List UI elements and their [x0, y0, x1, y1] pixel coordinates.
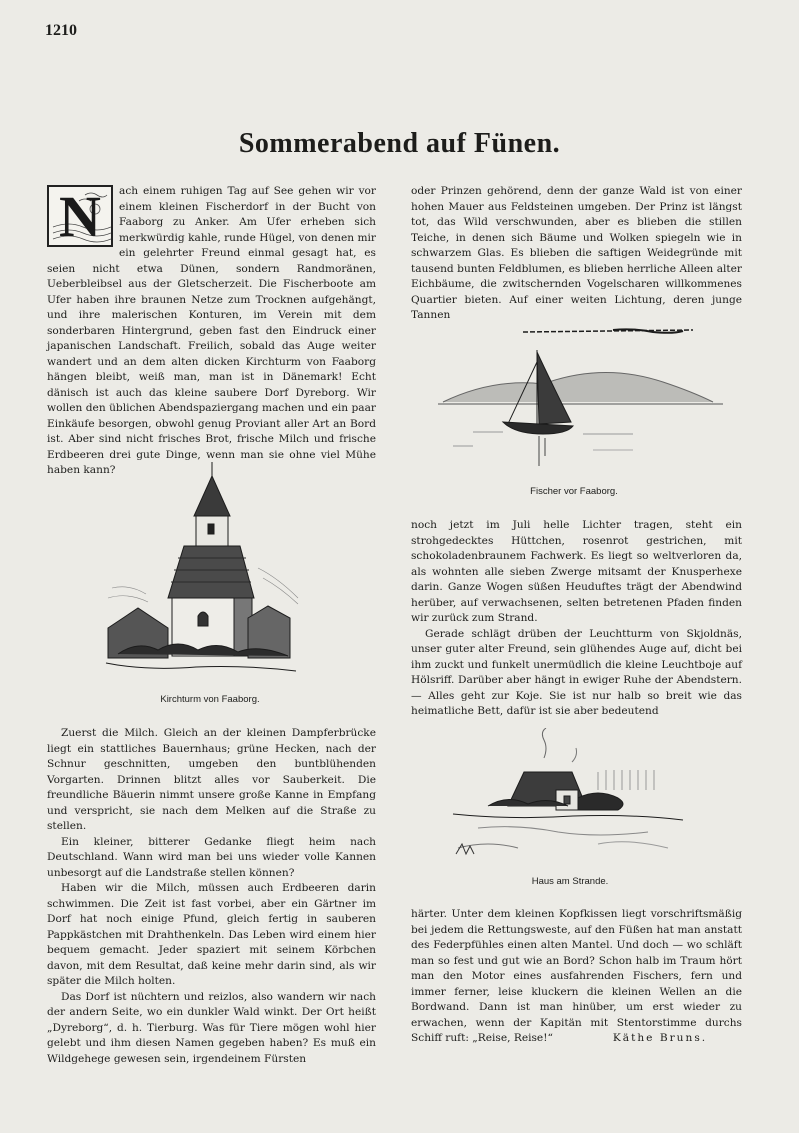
paragraph: noch jetzt im Juli helle Lichter tragen, steht ein strohgedecktes Hüttchen, rosenrot gestrichen, mit schokoladenbraunem Fachwerk. Es liegt so weltverloren da, als wohnten alle sieben Zwerge mitsamt der Knusperhexe darin. Ganze Wogen süßen Heuduftes trägt der Abendwind herüber, auf verwachsenen, selten betretenen Pfaden finden wir zurück zum Strand. — [411, 519, 742, 624]
paragraph: Gerade schlägt drüben der Leuchtturm von Skjoldnäs, unser guter alter Freund, sein glühendes Auge auf, dicht bei ihm zuckt und funkelt unermüdlich die kleine Leuchtboje auf Hölsriff. Darüber aber hängt in ewiger Ruhe der Abendstern. — Alles geht zur Koje. Sie ist nur halb so breit wie das heimatliche Bett, dafür ist sie aber bedeutend — [411, 627, 742, 717]
paragraph: ach einem ruhigen Tag auf See gehen wir vor einem kleinen Fischerdorf in der Bucht von Faaborg zu Anker. Am Ufer erheben sich merkwürdig kahle, runde Hügel, von denen mir ein gelehrter Freund einmal gesagt hat, es seien nicht etwa Dünen, sondern Randmoränen, Ueberbleibsel aus der Gletscherzeit. Die Fischerboote am Ufer haben ihre braunen Netze zum Trocknen aufgehängt, und ihre malerischen Konturen, im Verein mit dem sonderbaren Hintergrund, geben fast den Eindruck einer japanischen Landschaft. Freilich, sobald das Auge weiter wandert und an dem alten dicken Kirchturm von Faaborg hängen bleibt, weiß man, man ist in Dänemark! Echt dänisch ist auch das kleine saubere Dorf Dyreborg. Wir wollen den üblichen Abendspaziergang machen und ein paar Einkäufe besorgen, obwohl genug Proviant aller Art an Bord ist. Aber sind nicht frisches Brot, frische Milch und frische Erdbeeren drei gute Dinge, wenn man sie ohne viel Mühe haben kann? — [47, 185, 376, 476]
paragraph: Zuerst die Milch. Gleich an der kleinen Dampferbrücke liegt ein stattliches Bauernhaus; grüne Hecken, nach der Schnur geschnitten, umgeben den buntblühenden Vorgarten. Drinnen blitzt alles vor Sauberkeit. Die freundliche Bäuerin nimmt unsere große Kanne in Empfang und verspricht, sie nach dem Melken auf die Straße zu stellen. — [47, 727, 376, 832]
paragraph: Das Dorf ist nüchtern und reizlos, also wandern wir nach der andern Seite, wo ein dunkler Wald winkt. Der Ort heißt „Dyreborg“, d. h. Tierburg. Was für Tiere mögen wohl hier gelebt und ihm diesen Namen gegeben haben? Es muß ein Wildgehege gewesen sein, irgendeinem Fürsten — [47, 990, 376, 1065]
dropcap-ornament — [47, 185, 113, 247]
right-column-middle — [411, 518, 742, 720]
church-caption: Kirchturm von Faaborg. — [160, 694, 260, 705]
page-number: 1210 — [45, 22, 77, 39]
left-column-top — [47, 184, 376, 479]
dropcap-letter: N — [59, 184, 101, 249]
left-column-bottom — [47, 726, 376, 1067]
closing-paragraph: härter. Unter dem kleinen Kopfkissen liegt vorschriftsmäßig bei jedem die Rettungsweste, auf den Füßen hat man anstatt des Federpfühles einen alten Mantel. Und doch — wo schläft man so fest und gut wie an Bord? Schon halb im Traum hört man den Motor eines ausfahrenden Fischers, fern und immer ferner, leise kluckern die kleinen Wellen an die Bordwand. Dann ist man hinüber, um erst wieder zu erwachen, wenn der Kapitän mit Stentorstimme durchs Schiff ruft: „Reise, Reise!“ — [411, 908, 742, 1044]
right-column-top — [411, 184, 742, 324]
church-tower-illustration — [98, 458, 308, 688]
boat-caption: Fischer vor Faaborg. — [530, 486, 618, 497]
article-title: Sommerabend auf Fünen. — [238, 128, 561, 159]
paragraph: oder Prinzen gehörend, denn der ganze Wald ist von einer hohen Mauer aus Feldsteinen umgeben. Der Prinz ist längst tot, das Wild verschwunden, aber es blieben die stillen Teiche, in denen sich Bäume und Wolken spiegeln wie in schwarzem Glas. Es blieben die saftigen Weidegründe mit tausend bunten Feldblumen, es blieben herrliche Alleen alter Eichbäume, die zwitschernden Vogelscharen willkommenes Quartier bieten. Auf einer weiten Lichtung, deren junge Tannen — [411, 185, 742, 321]
house-caption: Haus am Strande. — [531, 876, 609, 887]
beach-house-illustration — [448, 728, 688, 868]
fishing-boat-illustration — [433, 322, 733, 482]
author-signature: Käthe Bruns. — [612, 1032, 708, 1044]
paragraph: Haben wir die Milch, müssen auch Erdbeeren darin schwimmen. Die Zeit ist fast vorbei, aber ein Gärtner im Dorf hat noch einige Pfund, gleich fertig in sauberen Pappkästchen mit Drahthenkeln. Das Leben wird einem hier bequem gemacht. Jeder spaziert mit seinem Körbchen davon, mit dem Resultat, daß keine mehr darin sind, als wir später die Milch holten. — [47, 882, 376, 987]
paragraph: Ein kleiner, bitterer Gedanke fliegt heim nach Deutschland. Wann wird man bei uns wieder volle Kannen unbesorgt auf die Landstraße stellen können? — [47, 835, 376, 879]
right-column-bottom — [411, 907, 742, 1047]
paragraph — [411, 907, 742, 1047]
